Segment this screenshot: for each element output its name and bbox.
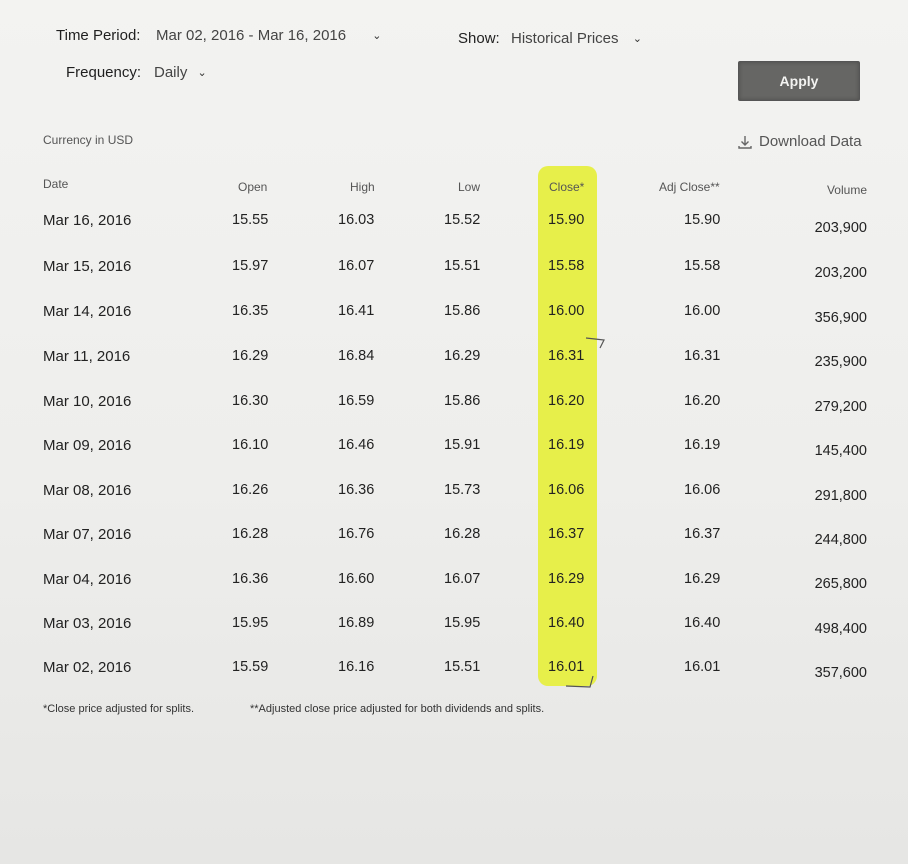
cell-low: 15.86 [444,303,481,319]
cell-high: 16.41 [338,303,375,319]
header-close: Close* [549,180,585,194]
cell-volume: 235,900 [814,354,867,370]
time-period-value: Mar 02, 2016 - Mar 16, 2016 [156,27,347,44]
cell-open: 15.55 [232,212,269,228]
table-row [0,258,908,302]
cell-open: 16.28 [232,526,269,542]
cell-volume: 145,400 [814,443,867,459]
cell-date: Mar 16, 2016 [43,212,132,229]
cell-high: 16.36 [338,482,375,498]
cell-adj-close: 16.31 [684,348,721,364]
cell-high: 16.16 [338,659,375,675]
frequency-label: Frequency: [66,64,142,81]
table-row [0,571,908,615]
cell-high: 16.84 [338,348,375,364]
cell-adj-close: 15.90 [684,212,721,228]
header-volume: Volume [826,183,867,197]
cell-close: 15.58 [548,258,585,274]
table-row [0,212,908,256]
pen-mark [582,334,612,354]
cell-date: Mar 14, 2016 [43,303,132,320]
table-row [0,526,908,570]
cell-date: Mar 08, 2016 [43,482,132,499]
cell-open: 16.30 [232,393,269,409]
cell-close: 16.00 [548,303,585,319]
cell-adj-close: 16.00 [684,303,721,319]
frequency-value: Daily [154,64,188,81]
cell-close: 16.06 [548,482,585,498]
apply-button[interactable]: Apply [738,61,860,101]
table-row [0,659,908,703]
cell-close: 16.37 [548,526,585,542]
cell-open: 16.26 [232,482,269,498]
chevron-down-icon: ⌄ [372,30,382,42]
cell-adj-close: 16.20 [684,393,721,409]
table-row [0,615,908,659]
cell-close: 16.31 [548,348,585,364]
cell-open: 15.59 [232,659,269,675]
time-period-dropdown[interactable] [156,27,382,44]
cell-open: 15.97 [232,258,269,274]
cell-low: 15.51 [444,258,481,274]
cell-high: 16.07 [338,258,375,274]
cell-adj-close: 15.58 [684,258,721,274]
cell-volume: 203,900 [814,220,867,236]
cell-adj-close: 16.29 [684,571,721,587]
header-adj-close: Adj Close** [659,180,720,194]
cell-high: 16.59 [338,393,375,409]
cell-open: 16.10 [232,437,269,453]
cell-date: Mar 04, 2016 [43,571,132,588]
header-date: Date [43,177,69,191]
cell-low: 15.73 [444,482,481,498]
cell-date: Mar 02, 2016 [43,659,132,676]
currency-note: Currency in USD [43,133,134,147]
cell-low: 15.51 [444,659,481,675]
cell-close: 15.90 [548,212,585,228]
cell-open: 16.29 [232,348,269,364]
cell-volume: 498,400 [814,621,867,637]
cell-volume: 357,600 [814,665,867,681]
footnote-close: *Close price adjusted for splits. [43,703,195,715]
cell-date: Mar 11, 2016 [43,348,131,365]
cell-low: 16.29 [444,348,481,364]
frequency-dropdown[interactable] [154,64,207,81]
table-row [0,303,908,347]
cell-close: 16.40 [548,615,585,631]
show-value: Historical Prices [511,30,619,47]
cell-high: 16.76 [338,526,375,542]
table-row [0,437,908,481]
download-data-link[interactable] [737,133,862,150]
header-high: High [350,180,375,194]
time-period-label: Time Period: [56,27,141,44]
cell-volume: 265,800 [814,576,867,592]
cell-high: 16.03 [338,212,375,228]
cell-high: 16.46 [338,437,375,453]
cell-close: 16.19 [548,437,585,453]
show-label: Show: [458,30,500,47]
cell-adj-close: 16.19 [684,437,721,453]
cell-adj-close: 16.06 [684,482,721,498]
cell-adj-close: 16.37 [684,526,721,542]
cell-volume: 203,200 [814,265,867,281]
cell-date: Mar 15, 2016 [43,258,132,275]
cell-adj-close: 16.40 [684,615,721,631]
cell-open: 16.35 [232,303,269,319]
cell-close: 16.20 [548,393,585,409]
cell-volume: 356,900 [814,310,867,326]
cell-date: Mar 07, 2016 [43,526,132,543]
cell-low: 16.28 [444,526,481,542]
cell-date: Mar 09, 2016 [43,437,132,454]
cell-low: 16.07 [444,571,481,587]
cell-close: 16.29 [548,571,585,587]
table-row [0,348,908,392]
header-low: Low [458,180,481,194]
cell-high: 16.89 [338,615,375,631]
cell-adj-close: 16.01 [684,659,721,675]
table-row [0,482,908,526]
cell-open: 16.36 [232,571,269,587]
cell-close: 16.01 [548,659,585,675]
cell-date: Mar 10, 2016 [43,393,132,410]
show-dropdown[interactable] [511,30,642,47]
header-open: Open [238,180,268,194]
chevron-down-icon: ⌄ [197,67,207,79]
cell-low: 15.95 [444,615,481,631]
pen-mark [560,670,600,694]
cell-low: 15.91 [444,437,481,453]
cell-date: Mar 03, 2016 [43,615,132,632]
chevron-down-icon: ⌄ [632,33,642,45]
cell-open: 15.95 [232,615,269,631]
cell-volume: 279,200 [814,399,867,415]
download-data-label: Download Data [759,133,862,150]
cell-volume: 291,800 [814,488,867,504]
footnote-adj-close: **Adjusted close price adjusted for both dividends and splits. [250,703,545,715]
cell-low: 15.52 [444,212,481,228]
table-row [0,393,908,437]
cell-volume: 244,800 [814,532,867,548]
download-icon [737,134,753,150]
cell-low: 15.86 [444,393,481,409]
cell-high: 16.60 [338,571,375,587]
